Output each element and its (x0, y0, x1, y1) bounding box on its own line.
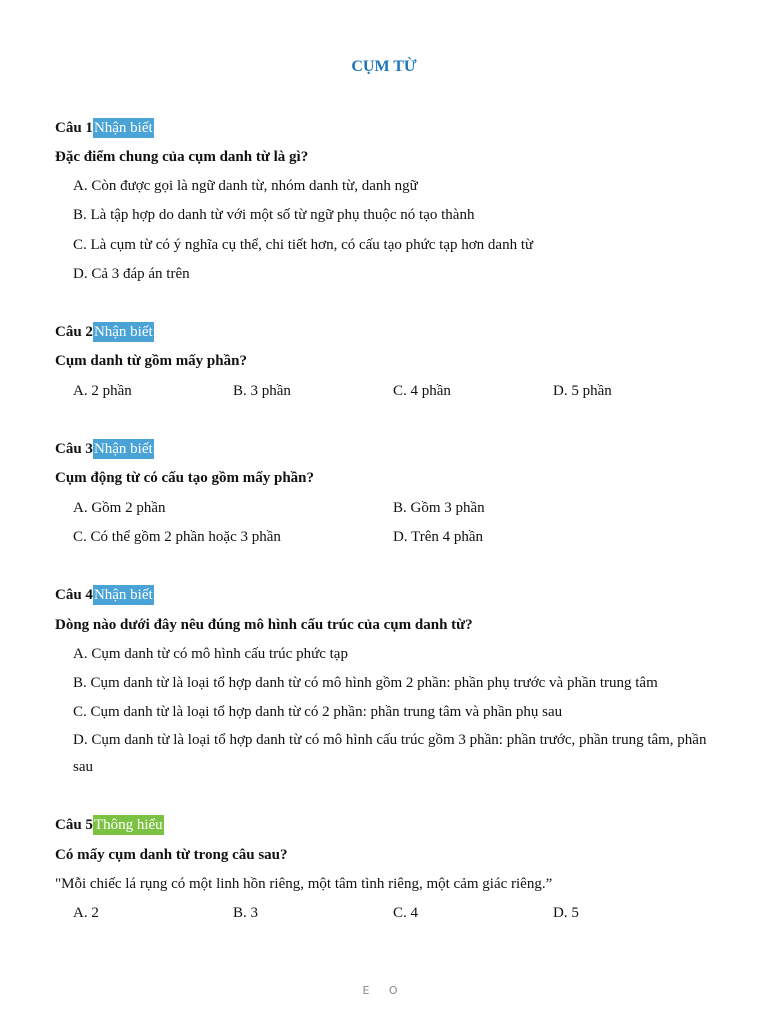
question-4-header (55, 585, 154, 605)
question-5-option-c: C. 4 (393, 905, 419, 921)
level-badge: Thông hiểu (93, 817, 163, 833)
question-3-text: Cụm động từ có cấu tạo gồm mấy phần? (55, 470, 315, 486)
question-2-header (55, 322, 154, 342)
question-5-header (55, 815, 164, 835)
page-title: CỤM TỪ (351, 58, 417, 75)
question-label: Câu 1 (55, 120, 93, 136)
question-1-text: Đặc điểm chung của cụm danh từ là gì? (55, 149, 309, 165)
question-5-text: Có mấy cụm danh từ trong câu sau? (55, 847, 288, 863)
question-4-option-a: A. Cụm danh từ có mô hình cấu trúc phức tạp (73, 646, 348, 662)
question-2-option-d: D. 5 phần (553, 383, 612, 399)
level-badge: Nhận biết (93, 324, 153, 340)
question-4-text: Dòng nào dưới đây nêu đúng mô hình cấu trúc của cụm danh từ? (55, 617, 473, 633)
level-badge: Nhận biết (93, 441, 153, 457)
question-label: Câu 2 (55, 324, 93, 340)
question-1-option-c: C. Là cụm từ có ý nghĩa cụ thể, chi tiết hơn, có cấu tạo phức tạp hơn danh từ (73, 237, 534, 253)
question-5-option-b: B. 3 (233, 905, 259, 921)
level-badge: Nhận biết (93, 120, 153, 136)
question-3-option-c: C. Có thể gồm 2 phần hoặc 3 phần (73, 529, 281, 545)
question-1-option-a: A. Còn được gọi là ngữ danh từ, nhóm danh từ, danh ngữ (73, 178, 418, 194)
question-5-quote: "Mỗi chiếc lá rụng có một linh hồn riêng, một tâm tình riêng, một cảm giác riêng.” (55, 876, 553, 892)
question-4-option-c: C. Cụm danh từ là loại tổ hợp danh từ có 2 phần: phần trung tâm và phần phụ sau (73, 704, 563, 720)
question-4-option-d: D. Cụm danh từ là loại tổ hợp danh từ có mô hình cấu trúc gồm 3 phần: phần trước, phần trung tâm, phần sau (73, 732, 707, 775)
question-2-option-a: A. 2 phần (73, 383, 132, 399)
level-badge: Nhận biết (93, 587, 153, 603)
question-3-header (55, 439, 154, 459)
question-4-option-b: B. Cụm danh từ là loại tổ hợp danh từ có mô hình gồm 2 phần: phần phụ trước và phần trung tâm (73, 675, 658, 691)
question-1-option-d: D. Cả 3 đáp án trên (73, 266, 190, 282)
question-2-text: Cụm danh từ gồm mấy phần? (55, 353, 247, 369)
question-2-option-c: C. 4 phần (393, 383, 451, 399)
question-3-option-a: A. Gồm 2 phần (73, 500, 166, 516)
question-3-option-d: D. Trên 4 phần (393, 529, 484, 545)
question-label: Câu 5 (55, 817, 93, 833)
question-3-option-b: B. Gồm 3 phần (393, 500, 485, 516)
question-5-option-a: A. 2 (73, 905, 99, 921)
question-2-option-b: B. 3 phần (233, 383, 291, 399)
question-5-option-d: D. 5 (553, 905, 579, 921)
question-1-header (55, 118, 154, 138)
question-label: Câu 4 (55, 587, 93, 603)
question-label: Câu 3 (55, 441, 93, 457)
question-1-option-b: B. Là tập hợp do danh từ với một số từ ngữ phụ thuộc nó tạo thành (73, 207, 475, 223)
page-footer: E O (362, 984, 406, 997)
